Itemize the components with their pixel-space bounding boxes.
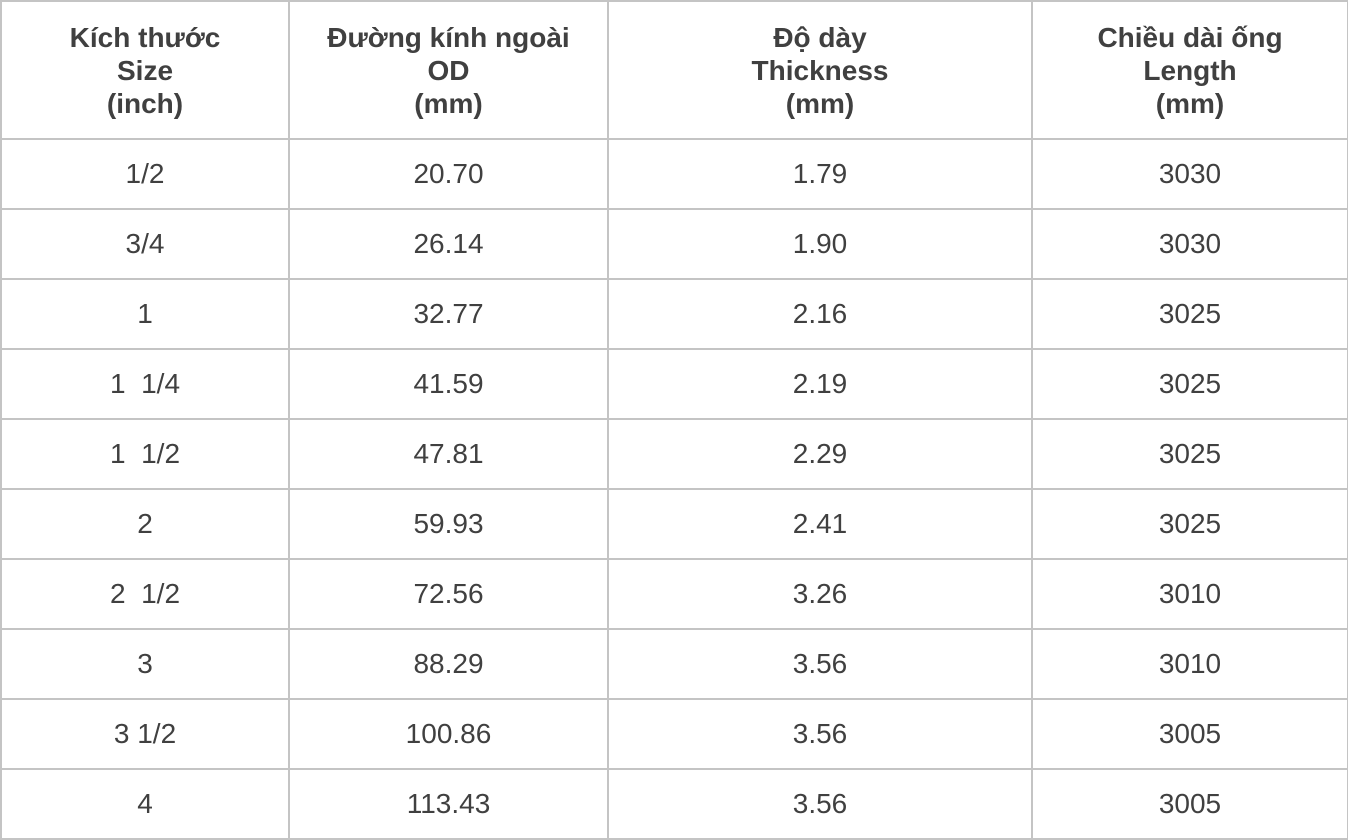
cell-od: 32.77 bbox=[289, 279, 608, 349]
header-length-unit: (mm) bbox=[1155, 87, 1225, 119]
table-row bbox=[1, 769, 1348, 839]
cell-od: 59.93 bbox=[289, 489, 608, 559]
cell-thickness: 3.26 bbox=[608, 559, 1032, 629]
table-row bbox=[1, 279, 1348, 349]
cell-size: 2 1/2 bbox=[1, 559, 289, 629]
table-row bbox=[1, 139, 1348, 209]
cell-length: 3025 bbox=[1032, 419, 1348, 489]
cell-thickness: 2.16 bbox=[608, 279, 1032, 349]
header-size-unit: (inch) bbox=[106, 87, 184, 119]
header-row bbox=[1, 1, 1348, 139]
cell-size: 1 1/4 bbox=[1, 349, 289, 419]
header-thickness-en: Thickness bbox=[751, 54, 889, 86]
cell-thickness: 3.56 bbox=[608, 699, 1032, 769]
cell-length: 3025 bbox=[1032, 489, 1348, 559]
header-size-vi: Kích thước bbox=[69, 21, 221, 53]
header-thickness bbox=[608, 1, 1032, 139]
cell-od: 72.56 bbox=[289, 559, 608, 629]
header-od bbox=[289, 1, 608, 139]
header-size-en: Size bbox=[116, 54, 174, 86]
header-od-unit: (mm) bbox=[414, 87, 483, 119]
cell-thickness: 2.29 bbox=[608, 419, 1032, 489]
table-row bbox=[1, 559, 1348, 629]
cell-thickness: 1.90 bbox=[608, 209, 1032, 279]
cell-od: 20.70 bbox=[289, 139, 608, 209]
table-row bbox=[1, 419, 1348, 489]
cell-thickness: 2.41 bbox=[608, 489, 1032, 559]
header-thickness-vi: Độ dày bbox=[773, 21, 867, 53]
cell-length: 3025 bbox=[1032, 349, 1348, 419]
header-od-vi: Đường kính ngoài bbox=[327, 21, 570, 53]
cell-od: 88.29 bbox=[289, 629, 608, 699]
table-header bbox=[1, 1, 1348, 139]
cell-length: 3030 bbox=[1032, 139, 1348, 209]
header-od-en: OD bbox=[427, 54, 470, 86]
cell-size: 3/4 bbox=[1, 209, 289, 279]
cell-length: 3010 bbox=[1032, 559, 1348, 629]
header-size bbox=[1, 1, 289, 139]
header-length-en: Length bbox=[1143, 54, 1237, 86]
cell-length: 3005 bbox=[1032, 769, 1348, 839]
cell-thickness: 1.79 bbox=[608, 139, 1032, 209]
cell-size: 2 bbox=[1, 489, 289, 559]
cell-od: 47.81 bbox=[289, 419, 608, 489]
table-body bbox=[1, 139, 1348, 839]
cell-thickness: 2.19 bbox=[608, 349, 1032, 419]
cell-thickness: 3.56 bbox=[608, 769, 1032, 839]
cell-length: 3005 bbox=[1032, 699, 1348, 769]
header-thickness-unit: (mm) bbox=[785, 87, 855, 119]
table-row bbox=[1, 209, 1348, 279]
cell-length: 3010 bbox=[1032, 629, 1348, 699]
table-row bbox=[1, 699, 1348, 769]
cell-thickness: 3.56 bbox=[608, 629, 1032, 699]
cell-size: 4 bbox=[1, 769, 289, 839]
cell-od: 41.59 bbox=[289, 349, 608, 419]
header-length-vi: Chiều dài ống bbox=[1097, 21, 1283, 53]
cell-size: 3 bbox=[1, 629, 289, 699]
header-length bbox=[1032, 1, 1348, 139]
cell-length: 3030 bbox=[1032, 209, 1348, 279]
cell-size: 3 1/2 bbox=[1, 699, 289, 769]
cell-size: 1 1/2 bbox=[1, 419, 289, 489]
cell-length: 3025 bbox=[1032, 279, 1348, 349]
cell-size: 1 bbox=[1, 279, 289, 349]
table-row bbox=[1, 349, 1348, 419]
cell-od: 100.86 bbox=[289, 699, 608, 769]
cell-od: 26.14 bbox=[289, 209, 608, 279]
cell-size: 1/2 bbox=[1, 139, 289, 209]
table-row bbox=[1, 489, 1348, 559]
cell-od: 113.43 bbox=[289, 769, 608, 839]
table-row bbox=[1, 629, 1348, 699]
